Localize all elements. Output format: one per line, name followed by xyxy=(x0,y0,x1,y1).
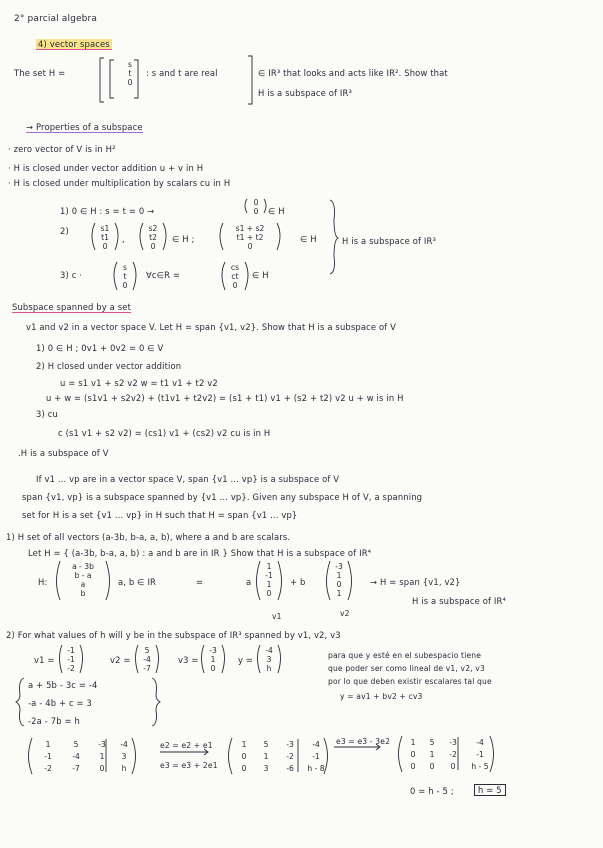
matrix-cell: 0 xyxy=(241,764,247,773)
final-equation: 0 = h - 5 ; xyxy=(410,786,454,796)
vec-entry: b - a xyxy=(74,571,92,580)
paren xyxy=(220,223,223,250)
paren xyxy=(222,645,225,673)
paren xyxy=(222,262,225,290)
vec-entry: 0 xyxy=(232,281,238,290)
vec-entry: -4 xyxy=(143,655,151,664)
paren xyxy=(245,199,247,213)
topic-heading-text: 4) vector spaces xyxy=(38,39,110,49)
ex2-note: que poder ser como lineal de v1, v2, v3 xyxy=(328,664,485,673)
vec-entry: 3 xyxy=(266,655,272,664)
spanned-heading-text: Subspace spanned by a set xyxy=(12,302,132,312)
vec-entry: b xyxy=(80,589,86,598)
vec-entry: 0 xyxy=(150,242,156,251)
vec-entry: s2 xyxy=(148,224,158,233)
matrix-cell: h - 8 xyxy=(307,764,325,773)
matrix-cell: 3 xyxy=(263,764,269,773)
matrix-cell: h xyxy=(121,764,127,773)
vec-entry: t2 xyxy=(149,233,157,242)
row-op-arrow xyxy=(160,749,208,755)
paren xyxy=(257,561,261,600)
paren xyxy=(490,736,494,772)
vec-entry: ct xyxy=(231,272,239,281)
paren xyxy=(277,223,280,250)
matrix-cell: -2 xyxy=(44,764,52,773)
vec-entry: t xyxy=(128,69,132,78)
ex1-v2-name: v2 xyxy=(340,609,350,618)
vec-entry: s xyxy=(123,263,127,272)
matrix-cell: 1 xyxy=(99,752,105,761)
matrix-cell: 5 xyxy=(73,740,79,749)
matrix-cell: 1 xyxy=(45,740,51,749)
row-op: e3 = e3 - 3e2 xyxy=(336,737,391,746)
vec-entry: 1 xyxy=(266,562,272,571)
matrix-cell: -6 xyxy=(286,764,294,773)
step3-mid: ∀c∈R = xyxy=(146,270,181,280)
spanned-line: u = s1 v1 + s2 v2 w = t1 v1 + t2 v2 xyxy=(60,378,218,388)
spanned-line: .H is a subspace of V xyxy=(18,448,109,458)
matrix-cell: -1 xyxy=(44,752,52,761)
ex1-line: 1) H set of all vectors (a-3b, b-a, a, b), where a and b are scalars. xyxy=(6,532,291,542)
theorem-line: set for H is a set {v1 ... vp} in H such that H = span {v1 ... vp} xyxy=(22,510,298,520)
ex1-h-label: H: xyxy=(38,577,48,587)
vec-entry: t xyxy=(123,272,127,281)
set-close-bracket xyxy=(248,56,252,104)
paren xyxy=(327,561,331,600)
matrix-cell: 1 xyxy=(429,750,435,759)
ex1-equals: = xyxy=(196,577,204,587)
step3-text: 3) c · xyxy=(60,270,83,280)
claim-line-1: ∈ IR³ that looks and acts like IR². Show that xyxy=(258,68,448,78)
spanned-line: c (s1 v1 + s2 v2) = (cs1) v1 + (cs2) v2 cu is in H xyxy=(58,428,271,438)
matrix-cell: -4 xyxy=(72,752,80,761)
vec-entry: 0 xyxy=(247,242,253,251)
vec-entry: -1 xyxy=(67,655,75,664)
row-op-arrow xyxy=(334,744,380,750)
paren xyxy=(132,738,136,774)
ex2-v2-label: v2 = xyxy=(110,655,131,665)
step3-end: ∈ H xyxy=(252,270,269,280)
paren xyxy=(57,561,61,600)
paren xyxy=(60,645,63,673)
paren xyxy=(80,645,83,673)
matrix-cell: -4 xyxy=(312,740,320,749)
matrix-cell: 0 xyxy=(450,762,456,771)
paren xyxy=(92,223,95,250)
matrix-cell: -4 xyxy=(476,738,484,747)
matrix-cell: 1 xyxy=(263,752,269,761)
claim-line-2: H is a subspace of IR³ xyxy=(258,88,353,98)
spanned-line: 2) H closed under vector addition xyxy=(36,361,182,371)
matrix-cell: 5 xyxy=(263,740,269,749)
spanned-line: u + w = (s1v1 + s2v2) + (t1v1 + t2v2) = (s1 + t1) v1 + (s2 + t2) v2 u + w is in H xyxy=(46,393,404,403)
paren xyxy=(278,561,282,600)
paren xyxy=(229,738,233,774)
vec-entry: -1 xyxy=(67,646,75,655)
paren xyxy=(324,738,328,774)
vec-entry: a xyxy=(80,580,86,589)
paren xyxy=(245,262,248,290)
vec-entry: 1 xyxy=(336,571,342,580)
system-open-brace xyxy=(16,678,24,726)
conclusion-brace xyxy=(330,200,338,274)
vec-entry: s1 + s2 xyxy=(235,224,265,233)
ex1-condition: a, b ∈ IR xyxy=(118,577,157,587)
matrix-cell: 0 xyxy=(410,762,416,771)
ex1-result-2: H is a subspace of IR⁴ xyxy=(412,596,507,606)
vec-entry: 0 xyxy=(266,589,272,598)
set-label: The set H = xyxy=(14,68,66,78)
paren xyxy=(136,645,139,673)
matrix-cell: -7 xyxy=(72,764,80,773)
matrix-cell: -3 xyxy=(98,740,106,749)
system-close-brace xyxy=(152,678,160,726)
ex1-b-label: + b xyxy=(290,577,306,587)
matrix-cell: -4 xyxy=(120,740,128,749)
vec-entry: 1 xyxy=(266,580,272,589)
ex2-v1-label: v1 = xyxy=(34,655,55,665)
ex1-v1-name: v1 xyxy=(272,612,282,621)
vec-entry: -1 xyxy=(265,571,273,580)
matrix-cell: -1 xyxy=(312,752,320,761)
vec-entry: -3 xyxy=(209,646,217,655)
matrix-cell: -1 xyxy=(476,750,484,759)
vec-entry: 0 xyxy=(210,664,216,673)
set-condition: : s and t are real xyxy=(146,68,218,78)
paren xyxy=(258,645,261,673)
property-item: · zero vector of V is in H² xyxy=(8,144,116,154)
matrix-cell: 0 xyxy=(241,752,247,761)
paren xyxy=(133,262,136,290)
paren xyxy=(156,645,159,673)
paren xyxy=(348,561,352,600)
vec-entry: 1 xyxy=(336,589,342,598)
ex2-v3-label: v3 = xyxy=(178,655,199,665)
paren xyxy=(202,645,205,673)
matrix-cell: -2 xyxy=(449,750,457,759)
paren xyxy=(29,738,33,774)
vec-entry: a - 3b xyxy=(72,562,94,571)
vec-entry: 0 xyxy=(336,580,342,589)
matrix-cell: 0 xyxy=(429,762,435,771)
paren xyxy=(140,223,143,250)
vec-entry: 0 xyxy=(253,207,259,216)
paren xyxy=(115,223,118,250)
vec-entry: cs xyxy=(230,263,240,272)
paren xyxy=(163,223,166,250)
matrix-cell: 0 xyxy=(410,750,416,759)
matrix-cell: 1 xyxy=(241,740,247,749)
property-item: · H is closed under multiplication by scalars cu in H xyxy=(8,178,231,188)
vec-entry: t1 xyxy=(101,233,109,242)
row-op: e3 = e3 + 2e1 xyxy=(160,761,218,770)
vec-entry: -7 xyxy=(143,664,151,673)
vec-entry: -4 xyxy=(265,646,273,655)
vec-entry: 0 xyxy=(122,281,128,290)
matrix-cell: 1 xyxy=(410,738,416,747)
vec-entry: t1 + t2 xyxy=(236,233,264,242)
step2-label: 2) xyxy=(60,226,69,236)
ex1-line: Let H = { (a-3b, b-a, a, b) : a and b are in IR } Show that H is a subspace of IR⁴ xyxy=(28,548,372,558)
matrix-cell: -2 xyxy=(286,752,294,761)
answer-box: h = 5 xyxy=(474,784,506,796)
spanned-line: 3) cu xyxy=(36,409,58,419)
step1-text: 1) 0 ∈ H : s = t = 0 → xyxy=(60,206,155,216)
vec-entry: 0 xyxy=(102,242,108,251)
system-eq: -a - 4b + c = 3 xyxy=(28,698,93,708)
step2-end: ∈ H xyxy=(300,234,317,244)
vec-entry: 5 xyxy=(144,646,150,655)
matrix-cell: -3 xyxy=(449,738,457,747)
theorem-line: span {v1, vp} is a subspace spanned by {v1 ... vp}. Given any subspace H of V, a spanning xyxy=(22,492,423,502)
vec-entry: -2 xyxy=(67,664,75,673)
step1-end: ∈ H xyxy=(268,206,285,216)
system-eq: a + 5b - 3c = -4 xyxy=(28,680,98,690)
spanned-line: 1) 0 ∈ H ; 0v1 + 0v2 = 0 ∈ V xyxy=(36,343,164,353)
matrix-cell: h - 5 xyxy=(471,762,489,771)
page-title: 2° parcial algebra xyxy=(14,14,98,24)
ex2-note: por lo que deben existir escalares tal que xyxy=(328,677,492,686)
ex2-question: 2) For what values of h will y be in the subspace of IR³ spanned by v1, v2, v3 xyxy=(6,630,341,640)
paren xyxy=(278,645,281,673)
ex2-note: y = av1 + bv2 + cv3 xyxy=(340,692,423,701)
ex1-result-1: → H = span {v1, v2} xyxy=(370,577,461,587)
step2-mid: ∈ H ; xyxy=(172,234,195,244)
vec-entry: h xyxy=(266,664,272,673)
ex1-a-label: a xyxy=(246,577,252,587)
paren xyxy=(399,736,403,772)
step2-comma: , xyxy=(122,234,125,244)
paren xyxy=(106,561,110,600)
vec-entry: 1 xyxy=(210,655,216,664)
vec-entry: 0 xyxy=(253,198,259,207)
matrix-cell: 5 xyxy=(429,738,435,747)
paren xyxy=(114,262,117,290)
property-item: · H is closed under vector addition u + v in H xyxy=(8,163,204,173)
properties-heading-text: → Properties of a subspace xyxy=(26,122,143,132)
vector-close-bracket xyxy=(134,60,138,98)
vec-entry: 0 xyxy=(127,78,133,87)
vec-entry: s1 xyxy=(100,224,110,233)
matrix-cell: 0 xyxy=(99,764,105,773)
ex2-y-label: y = xyxy=(238,655,254,665)
ex2-note: para que y esté en el subespacio tiene xyxy=(328,651,482,660)
matrix-cell: -3 xyxy=(286,740,294,749)
vec-entry: -3 xyxy=(335,562,343,571)
step2-conclusion: H is a subspace of IR³ xyxy=(342,236,437,246)
spanned-line: v1 and v2 in a vector space V. Let H = span {v1, v2}. Show that H is a subspace of V xyxy=(26,322,397,332)
matrix-cell: 3 xyxy=(121,752,127,761)
paren xyxy=(264,199,266,213)
row-op: e2 = e2 + e1 xyxy=(160,741,213,750)
vector-open-bracket xyxy=(110,60,114,98)
set-open-bracket xyxy=(100,58,104,102)
system-eq: -2a - 7b = h xyxy=(28,716,80,726)
vec-entry: s xyxy=(128,60,132,69)
theorem-line: If v1 ... vp are in a vector space V, span {v1 ... vp} is a subspace of V xyxy=(36,474,340,484)
